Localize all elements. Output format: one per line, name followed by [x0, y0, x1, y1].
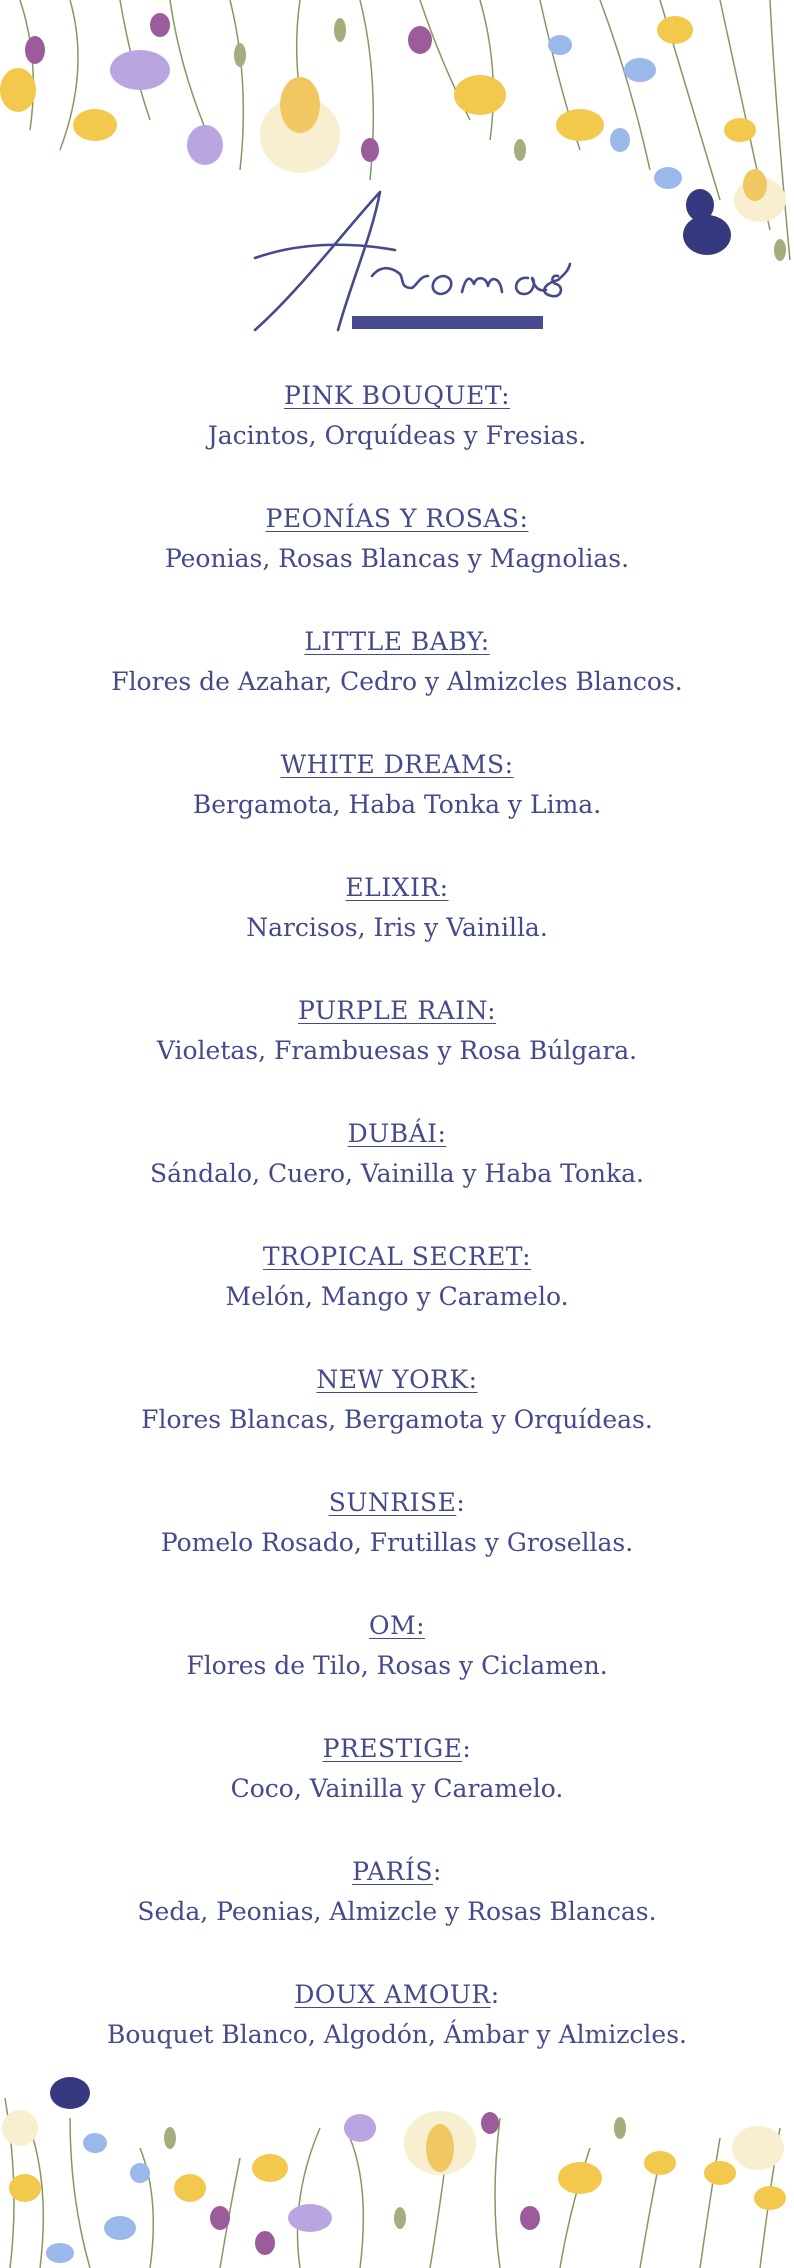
aroma-item [0, 1116, 794, 1239]
title-block [0, 180, 794, 340]
aroma-name: PINK BOUQUET: [283, 381, 511, 410]
aroma-item [0, 1485, 794, 1608]
aroma-name: SUNRISE [328, 1488, 457, 1517]
aroma-notes: Sándalo, Cuero, Vainilla y Haba Tonka. [149, 1159, 645, 1188]
aroma-item [0, 747, 794, 870]
aroma-notes: Flores de Tilo, Rosas y Ciclamen. [186, 1651, 608, 1680]
aroma-notes: Flores de Azahar, Cedro y Almizcles Blancos. [111, 667, 683, 696]
aroma-name: PRESTIGE [322, 1734, 463, 1763]
aroma-name-suffix: : [490, 1980, 500, 2009]
aroma-name: OM: [368, 1611, 426, 1640]
aroma-item [0, 378, 794, 501]
aroma-name: ELIXIR: [345, 873, 449, 902]
aroma-notes: Peonias, Rosas Blancas y Magnolias. [164, 544, 630, 573]
aroma-name: LITTLE BABY: [304, 627, 490, 656]
aroma-notes: Violetas, Frambuesas y Rosa Búlgara. [156, 1036, 638, 1065]
aroma-item [0, 870, 794, 993]
aroma-item [0, 1362, 794, 1485]
aroma-notes: Pomelo Rosado, Frutillas y Grosellas. [160, 1528, 634, 1557]
aroma-notes: Flores Blancas, Bergamota y Orquídeas. [141, 1405, 653, 1434]
aroma-name: PEONÍAS Y ROSAS: [265, 504, 529, 533]
aroma-name: TROPICAL SECRET: [262, 1242, 532, 1271]
aroma-notes: Bergamota, Haba Tonka y Lima. [192, 790, 602, 819]
aroma-notes: Bouquet Blanco, Algodón, Ámbar y Almizcles. [106, 2020, 688, 2049]
aroma-item [0, 993, 794, 1116]
aroma-notes: Melón, Mango y Caramelo. [225, 1282, 569, 1311]
aroma-item [0, 624, 794, 747]
bottom-floral-decoration [0, 2068, 794, 2268]
aroma-notes: Coco, Vainilla y Caramelo. [230, 1774, 564, 1803]
aroma-notes: Jacintos, Orquídeas y Fresias. [207, 421, 587, 450]
aroma-item [0, 1854, 794, 1977]
aroma-name: PURPLE RAIN: [297, 996, 497, 1025]
aroma-name: WHITE DREAMS: [280, 750, 514, 779]
aroma-item [0, 501, 794, 624]
aroma-name-suffix: : [462, 1734, 472, 1763]
aroma-name: DUBÁI: [347, 1119, 447, 1148]
title-accent-bar [0, 180, 794, 340]
aroma-item [0, 1731, 794, 1854]
aroma-item [0, 1239, 794, 1362]
aroma-name: NEW YORK: [316, 1365, 478, 1394]
aroma-item [0, 1608, 794, 1731]
aroma-name-suffix: : [456, 1488, 466, 1517]
aroma-list [0, 378, 794, 2100]
aroma-name-suffix: : [432, 1857, 442, 1886]
aroma-name: PARÍS [352, 1857, 433, 1886]
aroma-notes: Narcisos, Iris y Vainilla. [246, 913, 548, 942]
aroma-notes: Seda, Peonias, Almizcle y Rosas Blancas. [137, 1897, 657, 1926]
aroma-name: DOUX AMOUR [294, 1980, 491, 2009]
